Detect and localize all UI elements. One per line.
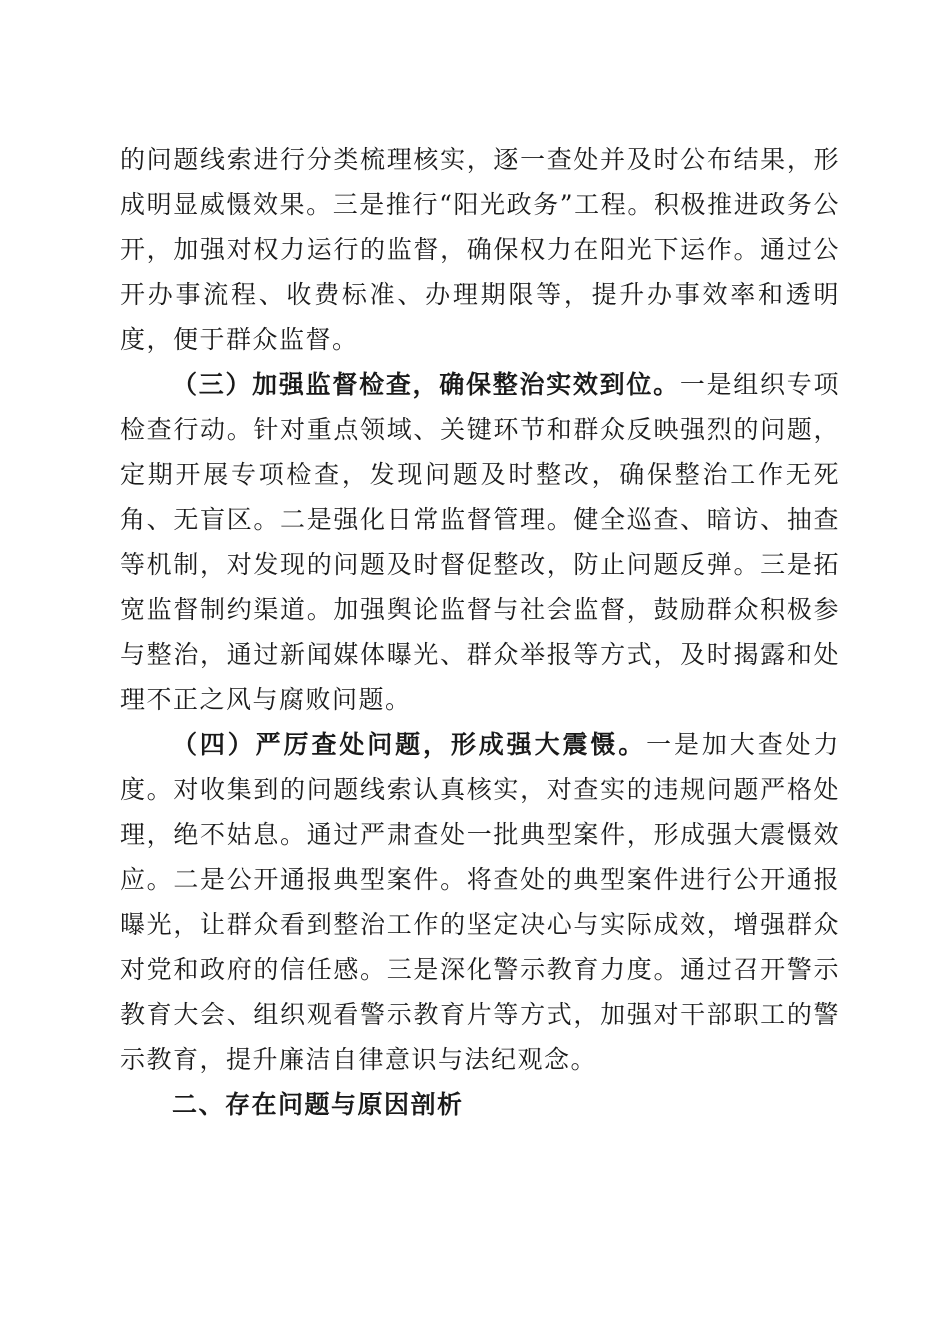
paragraph-strict-investigation [120, 722, 840, 1082]
paragraph-lead-heading: （四）严厉查处问题，形成强大震慑。 [172, 730, 647, 759]
paragraph-text: 一是组织专项检查行动。针对重点领域、关键环节和群众反映强烈的问题，定期开展专项检查，发现问题及时整改，确保整治工作无死角、无盲区。二是强化日常监督管理。健全巡查、暗访、抽查等机制，对发现的问题及时督促整改，防止问题反弹。三是拓宽监督制约渠道。加强舆论监督与社会监督，鼓励群众积极参与整治，通过新闻媒体曝光、群众举报等方式，及时揭露和处理不正之风与腐败问题。 [120, 370, 840, 714]
document-body [120, 137, 840, 1127]
paragraph-continuation [120, 137, 840, 362]
paragraph-lead-heading: （三）加强监督检查，确保整治实效到位。 [172, 370, 680, 399]
section-heading: 二、存在问题与原因剖析 [172, 1090, 464, 1119]
paragraph-text: 的问题线索进行分类梳理核实，逐一查处并及时公布结果，形成明显威慑效果。三是推行“阳光政务”工程。积极推进政务公开，加强对权力运行的监督，确保权力在阳光下运作。通过公开办事流程、收费标准、办理期限等，提升办事效率和透明度，便于群众监督。 [120, 145, 840, 354]
paragraph-text: 一是加大查处力度。对收集到的问题线索认真核实，对查实的违规问题严格处理，绝不姑息。通过严肃查处一批典型案件，形成强大震慑效应。二是公开通报典型案件。将查处的典型案件进行公开通报曝光，让群众看到整治工作的坚定决心与实际成效，增强群众对党和政府的信任感。三是深化警示教育力度。通过召开警示教育大会、组织观看警示教育片等方式，加强对干部职工的警示教育，提升廉洁自律意识与法纪观念。 [120, 730, 840, 1074]
paragraph-supervision-inspection [120, 362, 840, 722]
